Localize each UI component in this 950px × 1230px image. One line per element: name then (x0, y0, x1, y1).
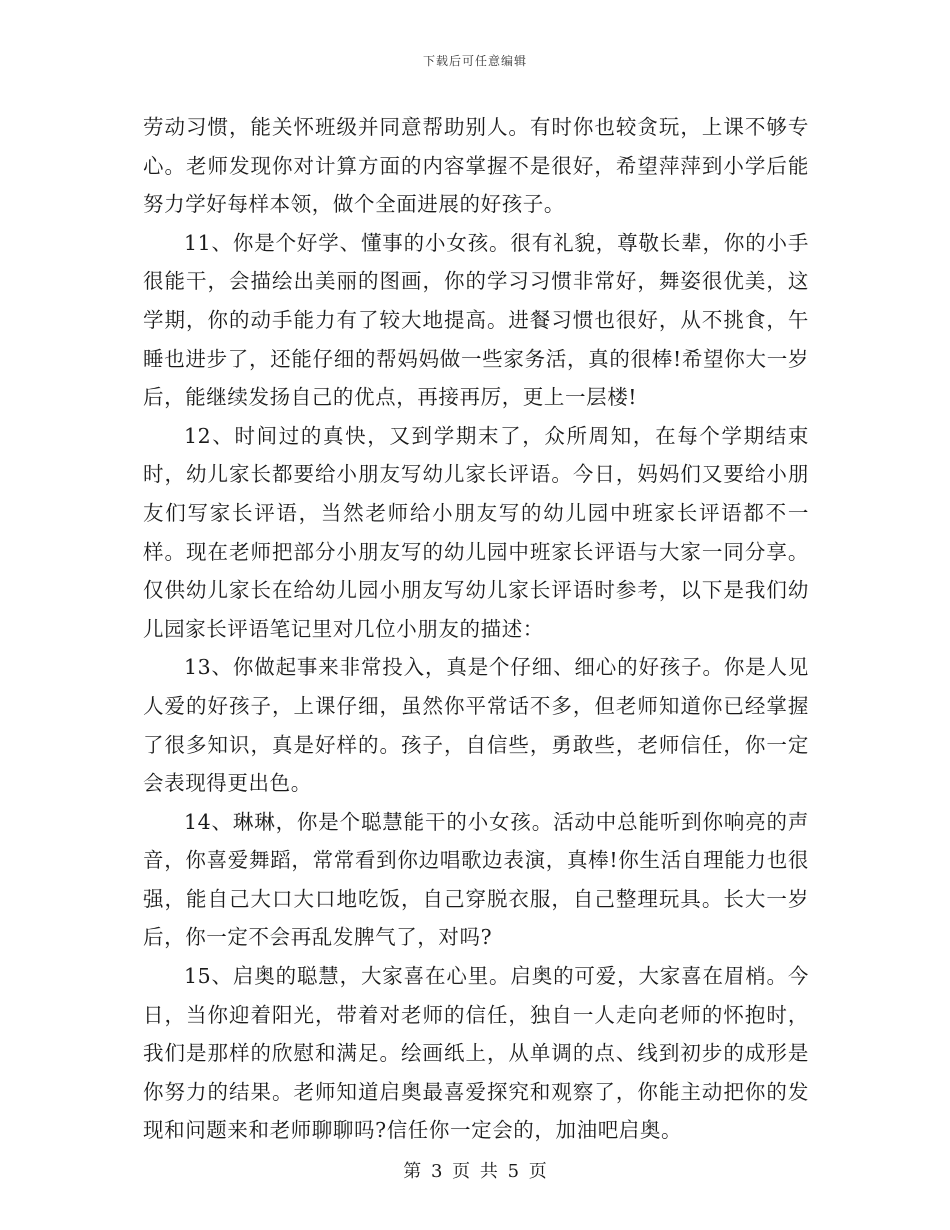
paragraph-comment-11: 11、你是个好学、懂事的小女孩。很有礼貌，尊敬长辈，你的小手很能干，会描绘出美丽的图画，你的学习习惯非常好，舞姿很优美，这学期，你的动手能力有了较大地提高。进餐习惯也很好，从不挑食，午睡也进步了，还能仔细的帮妈妈做一些家务活，真的很棒!希望你大一岁后，能继续发扬自己的优点，再接再厉，更上一层楼! (143, 230, 809, 410)
paragraph-comment-12: 12、时间过的真快，又到学期末了，众所周知，在每个学期结束时，幼儿家长都要给小朋友写幼儿家长评语。今日，妈妈们又要给小朋友们写家长评语，当然老师给小朋友写的幼儿园中班家长评语都不一样。现在老师把部分小朋友写的幼儿园中班家长评语与大家一同分享。仅供幼儿家长在给幼儿园小朋友写幼儿家长评语时参考，以下是我们幼儿园家长评语笔记里对几位小朋友的描述： (143, 423, 809, 641)
document-body (143, 108, 809, 1150)
paragraph-comment-13: 13、你做起事来非常投入，真是个仔细、细心的好孩子。你是人见人爱的好孩子，上课仔细，虽然你平常话不多，但老师知道你已经掌握了很多知识，真是好样的。孩子，自信些，勇敢些，老师信任，你一定会表现得更出色。 (143, 655, 809, 796)
paragraph-comment-14: 14、琳琳，你是个聪慧能干的小女孩。活动中总能听到你响亮的声音，你喜爱舞蹈，常常看到你边唱歌边表演，真棒!你生活自理能力也很强，能自己大口大口地吃饭，自己穿脱衣服，自己整理玩具。长大一岁后，你一定不会再乱发脾气了，对吗? (143, 809, 809, 950)
paragraph-continued: 劳动习惯，能关怀班级并同意帮助别人。有时你也较贪玩，上课不够专心。老师发现你对计算方面的内容掌握不是很好，希望萍萍到小学后能努力学好每样本领，做个全面进展的好孩子。 (143, 115, 809, 217)
paragraph-comment-15: 15、启奥的聪慧，大家喜在心里。启奥的可爱，大家喜在眉梢。今日，当你迎着阳光，带着对老师的信任，独自一人走向老师的怀抱时，我们是那样的欣慰和满足。绘画纸上，从单调的点、线到初步的成形是你努力的结果。老师知道启奥最喜爱探究和观察了，你能主动把你的发现和问题来和老师聊聊吗?信任你一定会的，加油吧启奥。 (143, 964, 809, 1143)
page-footer: 第 3 页 共 5 页 (403, 1161, 547, 1182)
page-header: 下载后可任意编辑 (422, 54, 527, 68)
